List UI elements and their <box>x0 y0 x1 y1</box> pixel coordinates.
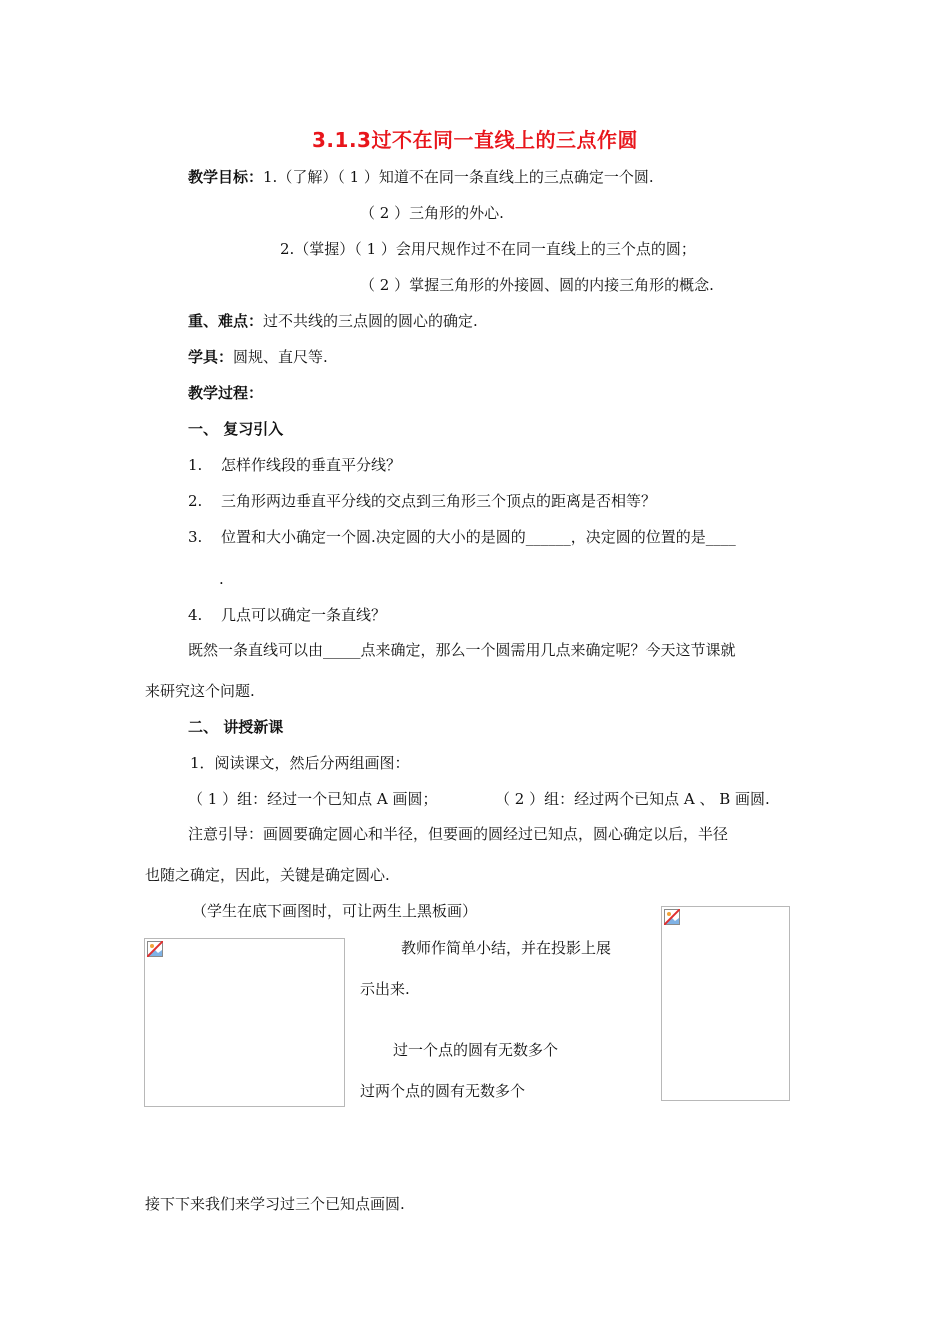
key-points-row <box>188 311 478 331</box>
conclusion-two-points: 过两个点的圆有无数多个 <box>360 1082 526 1100</box>
review-item-text: 位置和大小确定一个圆.决定圆的大小的是圆的______，决定圆的位置的是____ <box>221 528 736 546</box>
step-1: 1．阅读课文，然后分两组画图： <box>190 754 410 772</box>
student-note: （学生在底下画图时，可让两生上黑板画） <box>192 902 478 920</box>
conclusion-one-point: 过一个点的圆有无数多个 <box>393 1041 559 1059</box>
tools-text: 圆规、直尺等. <box>233 348 328 366</box>
review-item-number: 3. <box>188 528 203 546</box>
objectives-row-1 <box>188 167 654 187</box>
guidance-line-2: 也随之确定，因此，关键是确定圆心. <box>145 866 390 884</box>
review-item-2 <box>188 491 656 511</box>
group-2-task: （ 2 ）组：经过两个已知点 A 、 B 画圆. <box>495 790 770 808</box>
guidance-line-1: 注意引导：画圆要确定圆心和半径，但要画的圆经过已知点，圆心确定以后，半径 <box>188 825 729 843</box>
intro-paragraph-line-2: 来研究这个问题. <box>145 682 255 700</box>
section2-heading: 二、 讲授新课 <box>188 718 284 736</box>
review-item-1 <box>188 455 401 475</box>
figure-placeholder-left <box>144 938 345 1107</box>
objectives-line-4: （ 2 ）掌握三角形的外接圆、圆的内接三角形的概念. <box>360 276 714 294</box>
review-item-number: 4. <box>188 606 203 624</box>
figure-placeholder-right <box>661 906 790 1101</box>
review-item-text: 几点可以确定一条直线？ <box>221 606 387 624</box>
key-points-text: 过不共线的三点圆的圆心的确定. <box>263 312 478 330</box>
group-1-task: （ 1 ）组：经过一个已知点 A 画圆； <box>188 790 438 808</box>
process-label: 教学过程： <box>188 384 264 402</box>
objectives-line-2: （ 2 ）三角形的外心. <box>360 204 504 222</box>
tools-row <box>188 347 328 367</box>
review-item-number: 2. <box>188 492 203 510</box>
review-item-number: 1. <box>188 456 203 474</box>
page-title: 3.1.3过不在同一直线上的三点作圆 <box>312 128 638 152</box>
broken-image-icon <box>147 941 163 957</box>
review-item-text: 怎样作线段的垂直平分线？ <box>221 456 402 474</box>
objectives-line-3: 2.（掌握）（ 1 ）会用尺规作过不在同一直线上的三个点的圆； <box>280 240 696 258</box>
review-item-4 <box>188 605 386 625</box>
objectives-line-1: 1.（了解）（ 1 ）知道不在同一条直线上的三点确定一个圆. <box>263 168 654 186</box>
summary-line-2: 示出来. <box>360 980 410 998</box>
review-item-text: 三角形两边垂直平分线的交点到三角形三个顶点的距离是否相等？ <box>221 492 657 510</box>
section1-heading: 一、 复习引入 <box>188 420 284 438</box>
broken-image-icon <box>664 909 680 925</box>
review-item-3-continuation: . <box>219 570 224 588</box>
intro-paragraph-line-1: 既然一条直线可以由_____点来确定，那么一个圆需用几点来确定呢？今天这节课就 <box>188 641 736 659</box>
tools-label: 学具： <box>188 348 234 366</box>
key-points-label: 重、难点： <box>188 312 264 330</box>
summary-line-1: 教师作简单小结，并在投影上展 <box>401 939 612 957</box>
review-item-3 <box>188 527 736 547</box>
next-topic: 接下下来我们来学习过三个已知点画圆. <box>145 1195 405 1213</box>
objectives-label: 教学目标： <box>188 168 264 186</box>
